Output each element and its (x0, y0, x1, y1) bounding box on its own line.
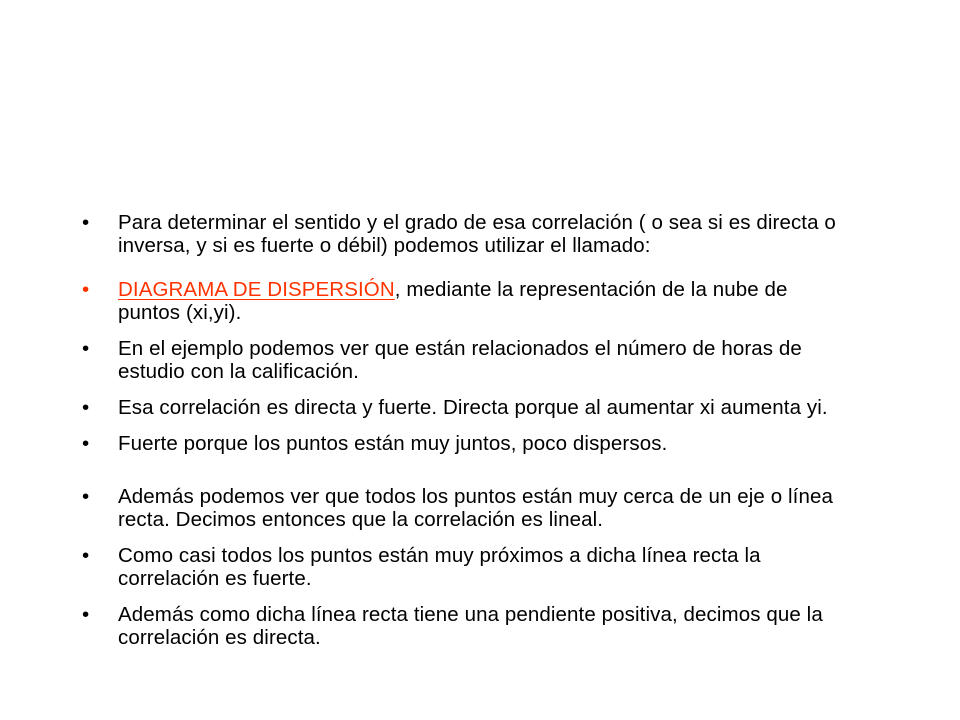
bullet-item (80, 485, 840, 531)
bullet-dot-icon: • (82, 396, 90, 419)
bullet-item (80, 278, 840, 324)
bullet-text: Además podemos ver que todos los puntos están muy cerca de un eje o línea recta. Decimos entonces que la correlación es lineal. (118, 485, 833, 531)
bullet-dot-icon: • (82, 485, 90, 508)
bullet-text: Como casi todos los puntos están muy próximos a dicha línea recta la correlación es fuerte. (118, 544, 761, 590)
bullet-dot-icon: • (82, 544, 90, 567)
bullet-item (80, 337, 840, 383)
bullet-dot-icon: • (82, 278, 90, 301)
diagram-term-link[interactable]: DIAGRAMA DE DISPERSIÓN (118, 278, 395, 301)
bullet-dot-icon: • (82, 211, 90, 234)
bullet-dot-icon: • (82, 337, 90, 360)
bullet-text: , mediante la representación de la nube de puntos (xi,yi). (118, 278, 788, 324)
bullet-dot-icon: • (82, 603, 90, 626)
bullet-text: Para determinar el sentido y el grado de esa correlación ( o sea si es directa o inversa, y si es fuerte o débil) podemos utilizar el llamado: (118, 211, 836, 257)
bullet-text: Además como dicha línea recta tiene una pendiente positiva, decimos que la correlación es directa. (118, 603, 823, 649)
bullet-list (80, 211, 840, 649)
bullet-dot-icon: • (82, 432, 90, 455)
bullet-text: En el ejemplo podemos ver que están relacionados el número de horas de estudio con la calificación. (118, 337, 802, 383)
bullet-item (80, 544, 840, 590)
bullet-item (80, 396, 840, 419)
bullet-text: Fuerte porque los puntos están muy juntos, poco dispersos. (118, 432, 668, 455)
bullet-text: Esa correlación es directa y fuerte. Directa porque al aumentar xi aumenta yi. (118, 396, 828, 419)
bullet-item (80, 603, 840, 649)
bullet-item (80, 211, 840, 257)
bullet-item (80, 432, 840, 455)
